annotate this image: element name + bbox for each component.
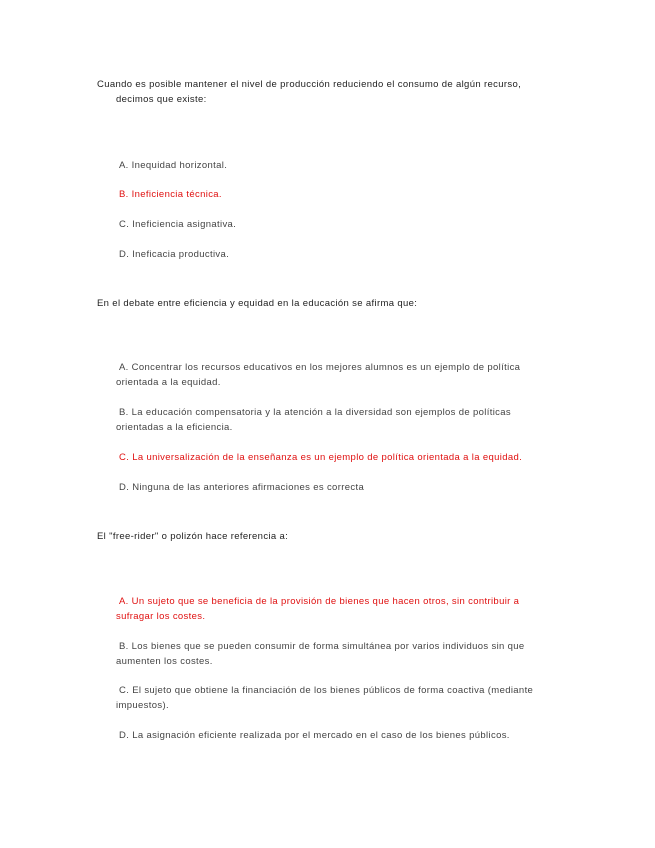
option-text-line1: C. El sujeto que obtiene la financiación de los bienes públicos de forma coactiva (mediante <box>119 685 534 696</box>
question-3-option-b <box>116 639 576 669</box>
question-2 <box>97 296 577 311</box>
question-1-option-a <box>116 158 576 173</box>
option-text: A. Inequidad horizontal. <box>119 160 228 171</box>
option-text-line1: D. Ninguna de las anteriores afirmaciones es correcta <box>119 482 365 493</box>
option-text-line1: A. Concentrar los recursos educativos en los mejores alumnos es un ejemplo de política <box>119 362 521 373</box>
option-text-line1: C. La universalización de la enseñanza es un ejemplo de política orientada a la equidad. <box>119 452 523 463</box>
option-text-line1: B. Los bienes que se pueden consumir de forma simultánea por varios individuos sin que <box>119 641 525 652</box>
question-2-option-b <box>116 405 576 435</box>
option-text-line1: D. La asignación eficiente realizada por el mercado en el caso de los bienes públicos. <box>119 730 510 741</box>
question-3-text-line1: El "free-rider" o polizón hace referencia a: <box>97 531 289 542</box>
question-3-option-c <box>116 683 576 713</box>
question-2-option-a <box>116 360 576 390</box>
question-1-text-line2: decimos que existe: <box>116 94 207 105</box>
question-2-option-c <box>116 450 576 465</box>
option-text-line2: orientada a la equidad. <box>116 377 221 388</box>
option-text-line2: impuestos). <box>116 700 169 711</box>
question-1-option-c <box>116 217 576 232</box>
question-3-option-a <box>116 594 576 624</box>
question-3 <box>97 529 577 544</box>
option-text: B. Ineficiencia técnica. <box>119 189 222 200</box>
option-text: C. Ineficiencia asignativa. <box>119 219 237 230</box>
question-3-option-d <box>116 728 576 743</box>
question-2-option-d <box>116 480 576 495</box>
option-text-line1: B. La educación compensatoria y la atención a la diversidad son ejemplos de políticas <box>119 407 512 418</box>
question-1-text-line1: Cuando es posible mantener el nivel de producción reduciendo el consumo de algún recurso, <box>97 79 522 90</box>
question-2-text-line1: En el debate entre eficiencia y equidad en la educación se afirma que: <box>97 298 418 309</box>
option-text: D. Ineficacia productiva. <box>119 249 230 260</box>
question-1 <box>97 77 577 107</box>
option-text-line2: sufragar los costes. <box>116 611 206 622</box>
option-text-line2: orientadas a la eficiencia. <box>116 422 233 433</box>
question-1-option-d <box>116 247 576 262</box>
option-text-line1: A. Un sujeto que se beneficia de la provisión de bienes que hacen otros, sin contribuir a <box>119 596 520 607</box>
question-1-option-b <box>116 187 576 202</box>
option-text-line2: aumenten los costes. <box>116 656 213 667</box>
